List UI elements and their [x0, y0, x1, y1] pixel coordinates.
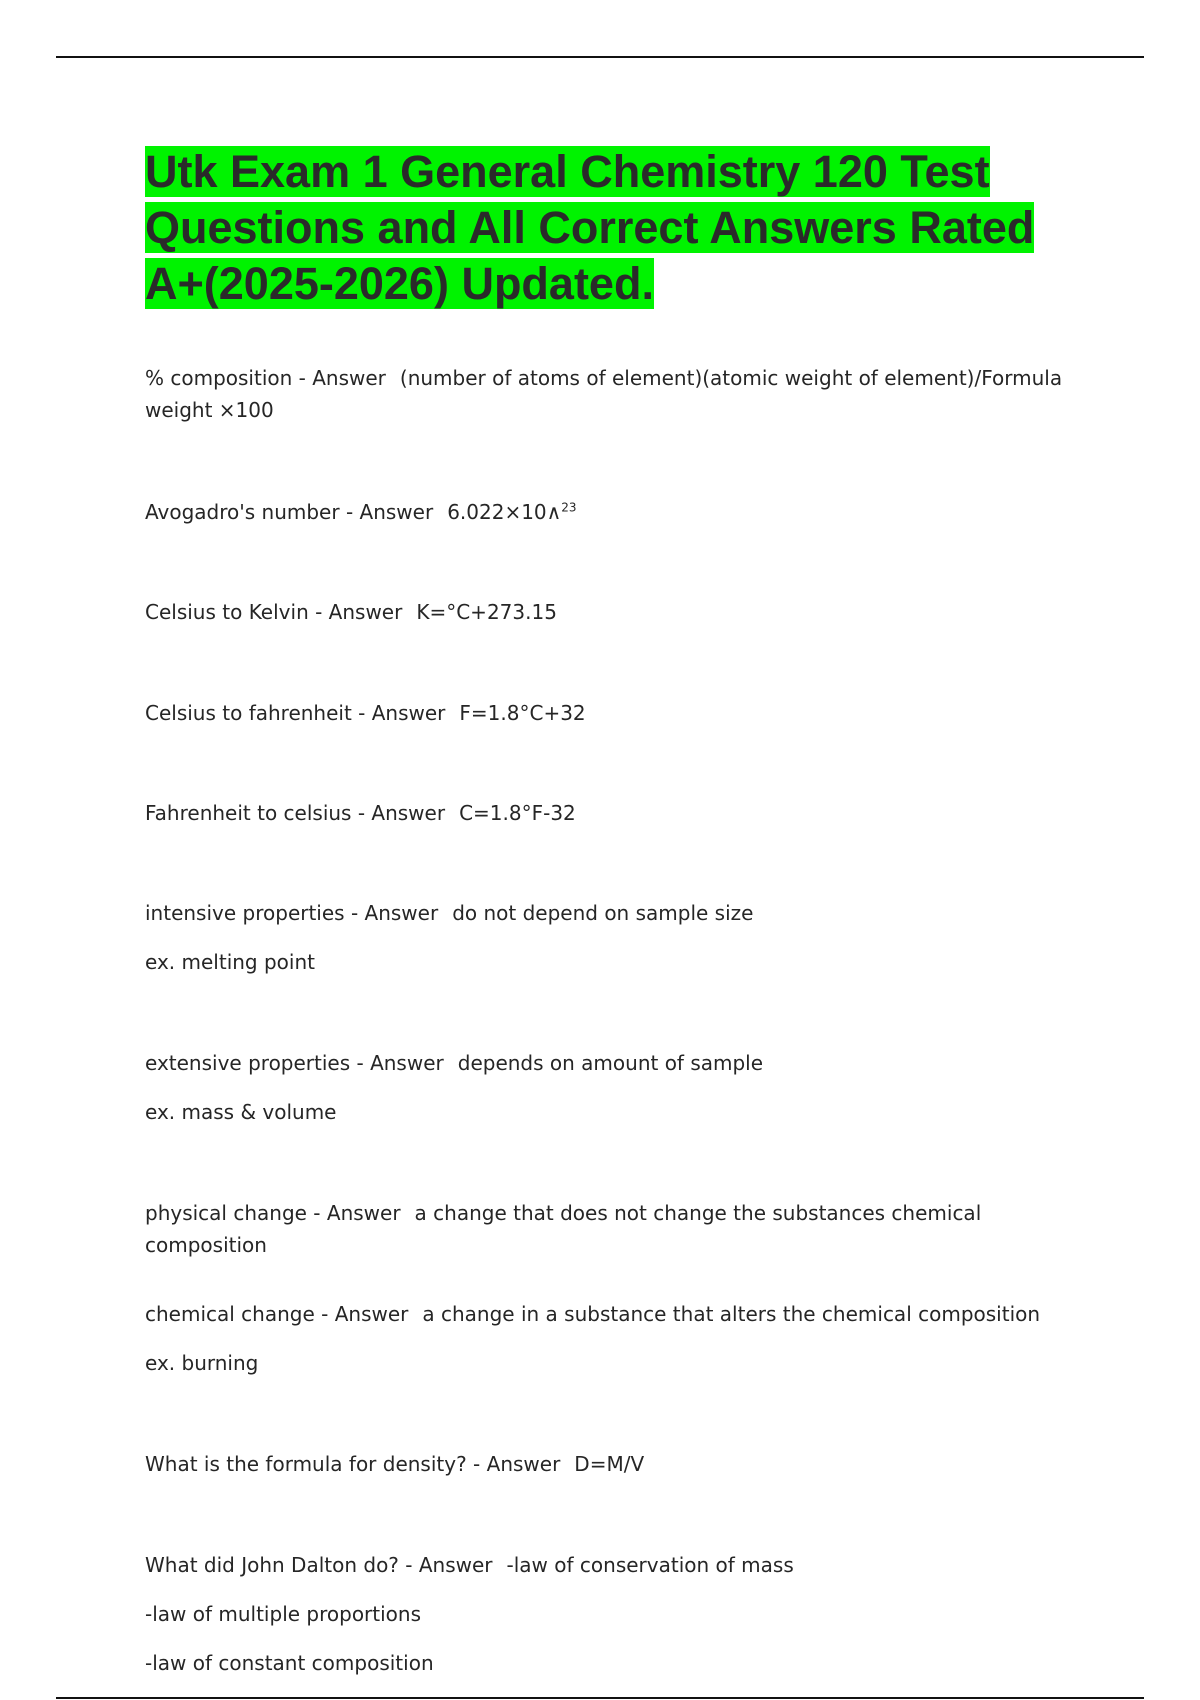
qa-item — [145, 362, 1105, 426]
qa-term: Celsius to fahrenheit - Answer — [145, 701, 446, 725]
qa-term: intensive properties - Answer — [145, 901, 439, 925]
qa-answer: a change that does not change the substances chemical composition — [145, 1201, 982, 1257]
qa-term: Avogadro's number - Answer — [145, 500, 434, 524]
qa-item — [145, 797, 1105, 829]
qa-item — [145, 1197, 1105, 1261]
qa-item — [145, 1549, 1105, 1679]
qa-item — [145, 1047, 1105, 1128]
qa-answer: do not depend on sample size — [452, 901, 754, 925]
qa-answer: depends on amount of sample — [457, 1051, 764, 1075]
top-rule — [56, 56, 1144, 58]
qa-term: What did John Dalton do? - Answer — [145, 1553, 493, 1577]
qa-answer: K=°C+273.15 — [416, 600, 557, 624]
qa-answer: C=1.8°F-32 — [459, 801, 576, 825]
qa-extra-line: -law of constant composition — [145, 1651, 434, 1675]
qa-extra-line: -law of multiple proportions — [145, 1602, 422, 1626]
qa-answer: D=M/V — [574, 1452, 645, 1476]
qa-term: extensive properties - Answer — [145, 1051, 444, 1075]
qa-item — [145, 1298, 1105, 1379]
qa-term: Celsius to Kelvin - Answer — [145, 600, 403, 624]
qa-answer: (number of atoms of element)(atomic weight of element)/Formula weight ×100 — [145, 366, 1063, 422]
qa-term: chemical change - Answer — [145, 1302, 409, 1326]
qa-example: ex. burning — [145, 1351, 259, 1375]
qa-term: Fahrenheit to celsius - Answer — [145, 801, 446, 825]
qa-item — [145, 897, 1105, 978]
qa-answer: a change in a substance that alters the chemical composition — [422, 1302, 1041, 1326]
qa-answer: -law of conservation of mass — [506, 1553, 794, 1577]
qa-item — [145, 1448, 1105, 1480]
qa-example: ex. mass & volume — [145, 1100, 337, 1124]
qa-item — [145, 596, 1105, 628]
qa-term: What is the formula for density? - Answer — [145, 1452, 561, 1476]
qa-term: physical change - Answer — [145, 1201, 401, 1225]
qa-item — [145, 496, 1105, 528]
title-highlight: Utk Exam 1 General Chemistry 120 Test Questions and All Correct Answers Rated A+(2025-2026) Updated. — [145, 146, 1035, 309]
bottom-rule — [56, 1697, 1144, 1699]
qa-answer: F=1.8°C+32 — [459, 701, 586, 725]
qa-term: % composition - Answer — [145, 366, 386, 390]
qa-answer: 6.022×10∧ — [447, 500, 562, 524]
qa-answer-exponent: 23 — [561, 500, 577, 515]
document-title — [145, 144, 1075, 312]
qa-example: ex. melting point — [145, 950, 315, 974]
qa-item — [145, 697, 1105, 729]
